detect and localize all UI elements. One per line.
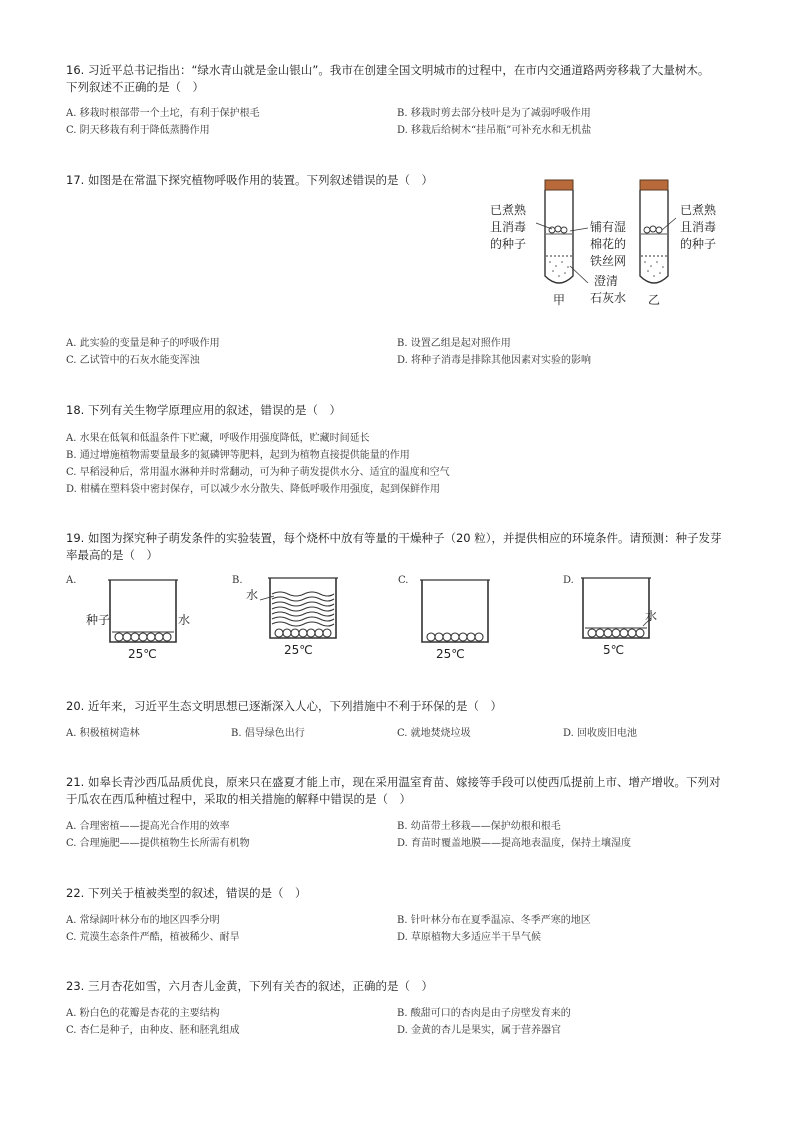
stopper-yi — [640, 180, 668, 190]
respiration-apparatus-figure — [486, 176, 726, 312]
q19-option-a[interactable] — [64, 572, 204, 664]
label-middle-line2: 棉花的 — [590, 237, 627, 251]
label-left-line3: 的种子 — [490, 237, 527, 251]
label-right-line2: 且消毒 — [680, 220, 717, 234]
question-21 — [66, 774, 728, 808]
question-19-stem-line1: 19. 如图为探究种子萌发条件的实验装置，每个烧杯中放有等量的干燥种子（20 粒），并提供相应的环境条件。请预测：种子发芽 — [66, 531, 722, 545]
q19-c-letter: C. — [398, 575, 409, 586]
q16-option-c[interactable]: C. 阴天移栽有利于降低蒸腾作用 — [66, 125, 210, 136]
question-16-stem-line1: 16. 习近平总书记指出：“绿水青山就是金山银山”。我市在创建全国文明城市的过程中，在市内交通道路两旁移栽了大量树木。 — [66, 63, 710, 77]
label-tube-jia: 甲 — [553, 293, 566, 307]
q22-option-b[interactable]: B. 针叶林分布在夏季温凉、冬季严寒的地区 — [397, 915, 591, 926]
q19-a-temp: 25℃ — [128, 647, 157, 661]
question-20 — [66, 698, 728, 715]
q19-option-c[interactable] — [396, 572, 496, 664]
q22-option-d[interactable]: D. 草原植物大多适应半干旱气候 — [397, 932, 542, 943]
q17-option-d[interactable]: D. 将种子消毒是排除其他因素对实验的影响 — [397, 355, 592, 366]
q18-option-a[interactable]: A. 水果在低氧和低温条件下贮藏，呼吸作用强度降低，贮藏时间延长 — [66, 433, 370, 444]
question-22-stem: 22. 下列关于植被类型的叙述，错误的是（ ） — [66, 886, 307, 900]
q19-a-letter: A. — [66, 575, 77, 586]
tube-jia — [545, 190, 573, 283]
q19-d-letter: D. — [563, 575, 574, 586]
q22-option-a[interactable]: A. 常绿阔叶林分布的地区四季分明 — [66, 915, 220, 926]
label-lime-line2: 石灰水 — [590, 291, 627, 305]
question-23-stem: 23. 三月杏花如雪，六月杏儿金黄，下列有关杏的叙述，正确的是（ ） — [66, 979, 433, 993]
q23-option-b[interactable]: B. 酸甜可口的杏肉是由子房壁发育来的 — [397, 1008, 571, 1019]
tube-yi — [640, 190, 668, 283]
question-19 — [66, 530, 728, 564]
question-17-stem: 17. 如图是在常温下探究植物呼吸作用的装置。下列叙述错误的是（ ） — [66, 173, 433, 187]
label-right-line1: 已煮熟 — [680, 203, 717, 217]
question-18-stem: 18. 下列有关生物学原理应用的叙述，错误的是（ ） — [66, 403, 341, 417]
q19-c-temp: 25℃ — [436, 647, 465, 661]
q17-option-b[interactable]: B. 设置乙组是起对照作用 — [397, 338, 511, 349]
stopper-jia — [545, 180, 573, 190]
q16-option-d[interactable]: D. 移栽后给树木“挂吊瓶”可补充水和无机盐 — [397, 125, 592, 136]
q19-option-d[interactable] — [561, 572, 671, 664]
q21-option-a[interactable]: A. 合理密植——提高光合作用的效率 — [66, 821, 230, 832]
q16-option-b[interactable]: B. 移栽时剪去部分枝叶是为了减弱呼吸作用 — [397, 108, 591, 119]
label-left-line2: 且消毒 — [490, 220, 527, 234]
question-20-stem: 20. 近年来，习近平生态文明思想已逐渐深入人心，下列措施中不利于环保的是（ ） — [66, 699, 502, 713]
q20-option-a[interactable]: A. 积极植树造林 — [66, 728, 140, 739]
q18-option-c[interactable]: C. 早稻浸种后，常用温水淋种并时常翻动，可为种子萌发提供水分、适宜的温度和空气 — [66, 467, 450, 478]
label-lime-line1: 澄清 — [594, 274, 619, 288]
label-left-line1: 已煮熟 — [490, 203, 527, 217]
question-18 — [66, 402, 728, 419]
label-middle-line1: 铺有湿 — [590, 220, 627, 234]
q17-option-c[interactable]: C. 乙试管中的石灰水能变浑浊 — [66, 355, 200, 366]
label-right-line3: 的种子 — [680, 237, 717, 251]
q23-option-a[interactable]: A. 粉白色的花瓣是杏花的主要结构 — [66, 1008, 220, 1019]
q19-a-seed-label: 种子 — [86, 613, 111, 627]
question-21-stem-line1: 21. 如皋长青沙西瓜品质优良，原来只在盛夏才能上市，现在采用温室育苗、嫁接等手段可以使西瓜提前上市、增产增收。下列对 — [66, 775, 721, 789]
question-23 — [66, 978, 728, 995]
q23-option-d[interactable]: D. 金黄的杏儿是果实，属于营养器官 — [397, 1025, 562, 1036]
label-middle-line3: 铁丝网 — [590, 254, 627, 268]
q19-b-water-label: 水 — [246, 588, 259, 602]
question-16-stem-line2: 下列叙述不正确的是（ ） — [66, 80, 204, 94]
q19-b-temp: 25℃ — [284, 643, 313, 657]
question-22 — [66, 885, 728, 902]
q19-a-water-label: 水 — [178, 613, 191, 627]
q22-option-c[interactable]: C. 荒漠生态条件严酷，植被稀少、耐旱 — [66, 932, 240, 943]
q23-option-c[interactable]: C. 杏仁是种子，由种皮、胚和胚乳组成 — [66, 1025, 240, 1036]
label-tube-yi: 乙 — [648, 293, 661, 307]
q21-option-b[interactable]: B. 幼苗带土移栽——保护幼根和根毛 — [397, 821, 561, 832]
q17-option-a[interactable]: A. 此实验的变量是种子的呼吸作用 — [66, 338, 220, 349]
q18-option-d[interactable]: D. 柑橘在塑料袋中密封保存，可以减少水分散失、降低呼吸作用强度，起到保鲜作用 — [66, 484, 441, 495]
q16-option-a[interactable]: A. 移栽时根部带一个土坨，有利于保护根毛 — [66, 108, 260, 119]
q20-option-c[interactable]: C. 就地焚烧垃圾 — [397, 728, 471, 739]
q21-option-d[interactable]: D. 育苗时覆盖地膜——提高地表温度，保持土壤湿度 — [397, 838, 632, 849]
question-19-stem-line2: 率最高的是（ ） — [66, 548, 158, 562]
q19-option-b[interactable] — [230, 572, 350, 664]
question-16 — [66, 62, 728, 96]
q21-option-c[interactable]: C. 合理施肥——提供植物生长所需有机物 — [66, 838, 250, 849]
question-21-stem-line2: 于瓜农在西瓜种植过程中，采取的相关措施的解释中错误的是（ ） — [66, 792, 411, 806]
q19-d-temp: 5℃ — [603, 643, 625, 657]
q19-d-water-label: 水 — [645, 609, 658, 623]
q20-option-b[interactable]: B. 倡导绿色出行 — [231, 728, 305, 739]
q20-option-d[interactable]: D. 回收废旧电池 — [563, 728, 638, 739]
q19-b-letter: B. — [232, 575, 243, 586]
q18-option-b[interactable]: B. 通过增施植物需要量最多的氮磷钾等肥料，起到为植物直接提供能量的作用 — [66, 450, 410, 461]
